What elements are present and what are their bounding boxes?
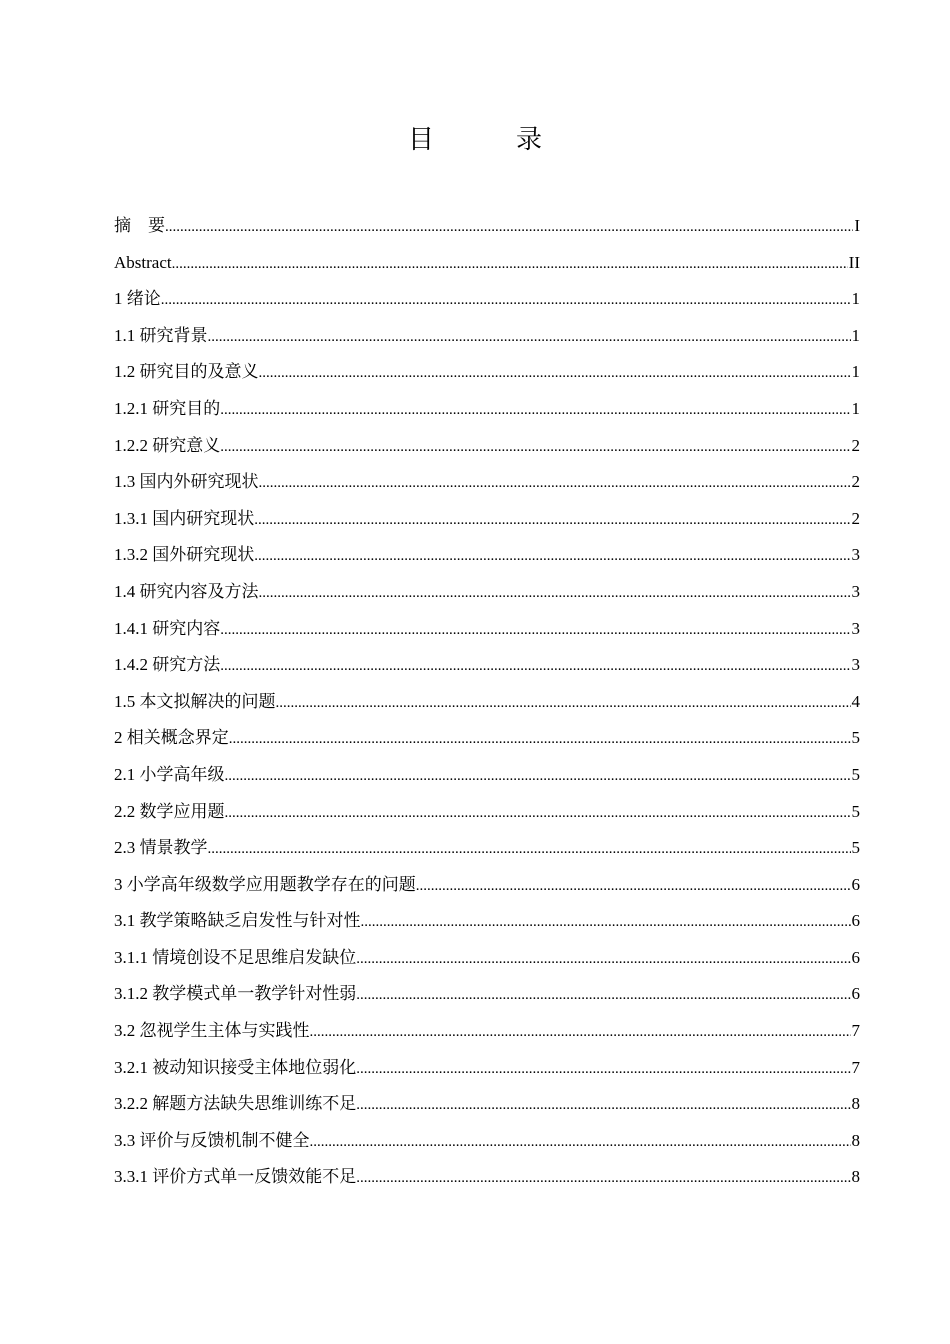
toc-entry-label: 1.3.1 国内研究现状 [114,508,255,528]
toc-entry-page-number: 5 [851,801,860,821]
toc-dot-leader [356,1051,850,1088]
toc-entry-page-number: 6 [851,984,860,1004]
toc-entry[interactable] [114,318,860,355]
toc-entry-label: 1.3 国内外研究现状 [114,472,259,492]
toc-entry[interactable] [114,647,860,684]
toc-entry-label: 1.5 本文拟解决的问题 [114,691,276,711]
toc-entry-label: 2.3 情景教学 [114,838,208,858]
toc-dot-leader [356,1160,850,1197]
toc-entry-page-number: 3 [851,655,860,675]
toc-entry-label: 2 相关概念界定 [114,728,229,748]
toc-entry-page-number: 3 [851,618,860,638]
toc-dot-leader [416,868,851,905]
toc-dot-leader [220,392,850,429]
toc-entry-label: 1.4.1 研究内容 [114,618,221,638]
toc-entry[interactable] [114,208,860,245]
toc-entry-label: Abstract [114,252,172,272]
toc-entry-label: 2.1 小学高年级 [114,764,225,784]
toc-dot-leader [165,209,853,246]
toc-entry-label: 摘 要 [114,216,165,235]
toc-entry-page-number: 2 [851,435,860,455]
toc-dot-leader [220,648,850,685]
toc-entry-page-number: 1 [851,398,860,418]
toc-entry-label: 3.2.2 解题方法缺失思维训练不足 [114,1094,357,1114]
toc-dot-leader [310,1014,851,1051]
toc-entry-page-number: 2 [851,472,860,492]
toc-dot-leader [356,1087,850,1124]
toc-entry-label: 1.2 研究目的及意义 [114,362,259,382]
toc-entry[interactable] [114,464,860,501]
toc-entry[interactable] [114,940,860,977]
toc-dot-leader [254,538,850,575]
toc-entry[interactable] [114,1013,860,1050]
toc-dot-leader [229,721,851,758]
toc-entry-label: 3.3.1 评价方式单一反馈效能不足 [114,1167,357,1187]
toc-entry-label: 3.2 忽视学生主体与实践性 [114,1021,310,1041]
toc-entry-page-number: 5 [851,728,860,748]
toc-entry-label: 3.3 评价与反馈机制不健全 [114,1130,310,1150]
toc-dot-leader [356,977,850,1014]
toc-entry-label: 3 小学高年级数学应用题教学存在的问题 [114,874,416,894]
toc-entry-page-number: II [848,252,860,272]
toc-entry-page-number: 6 [851,874,860,894]
toc-entry[interactable] [114,720,860,757]
toc-entry-page-number: 1 [851,289,860,309]
toc-entry[interactable] [114,1086,860,1123]
toc-entry-page-number: I [854,216,860,235]
toc-entry-page-number: 8 [851,1130,860,1150]
toc-entry-page-number: 7 [851,1057,860,1077]
toc-dot-leader [220,429,850,466]
toc-entry-page-number: 3 [851,581,860,601]
toc-dot-leader [310,1124,851,1161]
toc-dot-leader [254,502,850,539]
toc-dot-leader [259,575,851,612]
toc-entry-label: 1.1 研究背景 [114,325,208,345]
toc-entry-label: 1.3.2 国外研究现状 [114,545,255,565]
toc-dot-leader [172,246,848,283]
toc-entry[interactable] [114,867,860,904]
toc-entry[interactable] [114,501,860,538]
toc-entry-label: 1 绪论 [114,289,161,309]
toc-entry[interactable] [114,794,860,831]
toc-dot-leader [259,355,851,392]
toc-entry-label: 1.4.2 研究方法 [114,655,221,675]
toc-entry[interactable] [114,574,860,611]
toc-entry[interactable] [114,976,860,1013]
toc-entry-page-number: 5 [851,764,860,784]
toc-entry[interactable] [114,391,860,428]
toc-entry-page-number: 2 [851,508,860,528]
toc-entry-label: 3.1.1 情境创设不足思维启发缺位 [114,947,357,967]
toc-dot-leader [276,685,851,722]
toc-dot-leader [356,941,850,978]
toc-entry-label: 1.2.1 研究目的 [114,398,221,418]
toc-dot-leader [225,795,851,832]
toc-entry-page-number: 6 [851,911,860,931]
toc-entry[interactable] [114,537,860,574]
toc-entry[interactable] [114,354,860,391]
toc-entry-page-number: 1 [851,325,860,345]
toc-entry-page-number: 8 [851,1094,860,1114]
toc-entry[interactable] [114,611,860,648]
toc-entry[interactable] [114,1159,860,1196]
toc-entry-page-number: 3 [851,545,860,565]
toc-list [114,208,860,1196]
toc-entry-label: 3.2.1 被动知识接受主体地位弱化 [114,1057,357,1077]
toc-entry[interactable] [114,830,860,867]
toc-entry[interactable] [114,428,860,465]
toc-dot-leader [225,758,851,795]
toc-entry[interactable] [114,245,860,282]
toc-entry-page-number: 4 [851,691,860,711]
toc-entry-label: 3.1 教学策略缺乏启发性与针对性 [114,911,361,931]
toc-dot-leader [208,831,851,868]
toc-title: 目 录 [407,125,570,155]
toc-dot-leader [220,612,850,649]
toc-entry-page-number: 1 [851,362,860,382]
toc-entry[interactable] [114,757,860,794]
toc-entry-label: 3.1.2 教学模式单一教学针对性弱 [114,984,357,1004]
toc-dot-leader [208,319,851,356]
toc-entry-page-number: 8 [851,1167,860,1187]
toc-entry[interactable] [114,281,860,318]
toc-entry-label: 1.2.2 研究意义 [114,435,221,455]
toc-entry[interactable] [114,1050,860,1087]
toc-entry[interactable] [114,684,860,721]
toc-entry-label: 1.4 研究内容及方法 [114,581,259,601]
toc-entry[interactable] [114,903,860,940]
toc-entry-page-number: 6 [851,947,860,967]
toc-dot-leader [161,282,851,319]
toc-dot-leader [259,465,851,502]
toc-entry-page-number: 5 [851,838,860,858]
toc-entry-page-number: 7 [851,1021,860,1041]
toc-entry[interactable] [114,1123,860,1160]
toc-entry-label: 2.2 数学应用题 [114,801,225,821]
toc-dot-leader [361,904,851,941]
